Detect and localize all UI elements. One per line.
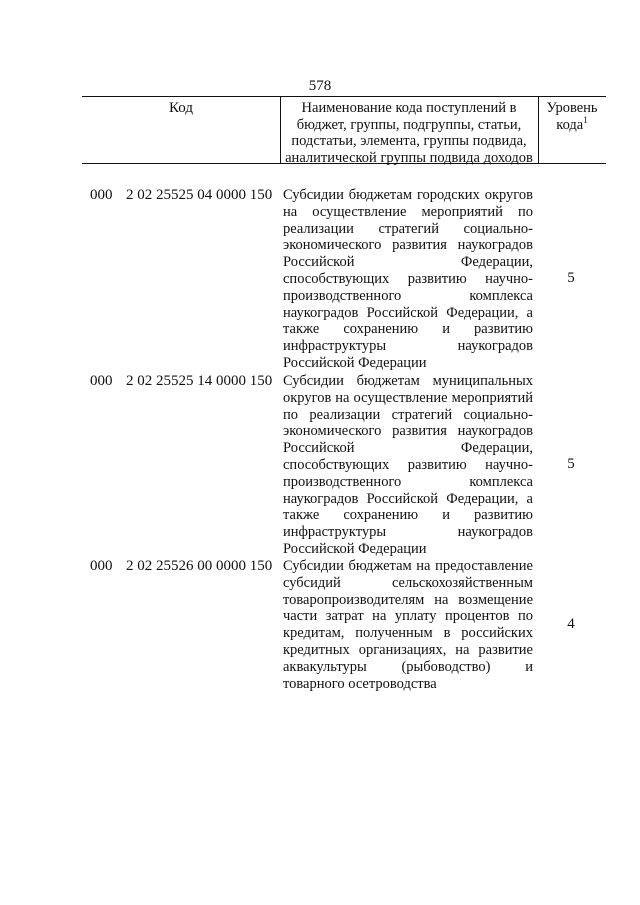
revenue-code: 2 02 25525 14 0000 150 [126, 373, 273, 389]
header-level [538, 100, 606, 133]
name-line: способствующих развитию научно- [283, 270, 533, 287]
revenue-code: 2 02 25526 00 0000 150 [126, 558, 273, 574]
name-line: наукоградов Российской Федерации, а [283, 304, 533, 321]
footnote-marker: 1 [583, 114, 588, 125]
name-line: Субсидии бюджетам на предоставление [283, 558, 533, 574]
code-level: 5 [567, 270, 575, 286]
table-header [82, 96, 606, 164]
name-line: Российской Федерации, [283, 440, 533, 457]
name-line: Субсидии бюджетам муниципальных [283, 373, 533, 389]
name-line: наукоградов Российской Федерации, а [283, 490, 533, 507]
revenue-code: 2 02 25525 04 0000 150 [126, 187, 273, 203]
name-line: кредитам, полученным в российских [283, 625, 533, 642]
name-line: Российской Федерации [283, 540, 427, 557]
revenue-name [283, 373, 533, 558]
name-line: Субсидии бюджетам городских округов [283, 187, 533, 203]
name-line: экономического развития наукоградов [283, 423, 533, 440]
name-line: субсидий сельскохозяйственным [283, 574, 533, 591]
name-line: Российской Федерации [283, 354, 427, 371]
name-line: на осуществление мероприятий по [283, 203, 533, 220]
code-level: 5 [567, 456, 575, 472]
header-name-line: бюджет, группы, подгруппы, статьи, [296, 116, 522, 133]
page-number: 578 [308, 78, 332, 94]
header-code: Код [169, 100, 193, 116]
name-line: части затрат на уплату процентов по [283, 608, 533, 625]
name-line: товаропроизводителям на возмещение [283, 591, 533, 608]
name-line: товарного осетроводства [283, 675, 437, 692]
name-line: производственного комплекса [283, 287, 533, 304]
name-line: по реализации стратегий социально- [283, 406, 533, 423]
admin-code: 000 [90, 373, 113, 389]
revenue-name [283, 187, 533, 372]
name-line: Российской Федерации, [283, 254, 533, 271]
header-name-line: аналитической группы подвида доходов [285, 149, 533, 166]
header-level-line: Уровень [546, 100, 598, 116]
name-line: инфраструктуры наукоградов [283, 524, 533, 541]
name-line: также сохранению и развитию [283, 507, 533, 524]
header-name-line: Наименование кода поступлений в [301, 100, 517, 116]
header-name [280, 100, 538, 166]
name-line: кредитных организациях, на развитие [283, 641, 533, 658]
header-level-line [538, 114, 606, 134]
name-line: способствующих развитию научно- [283, 456, 533, 473]
name-line: аквакультуры (рыбоводство) и [283, 658, 533, 675]
name-line: производственного комплекса [283, 473, 533, 490]
name-line: экономического развития наукоградов [283, 237, 533, 254]
code-level: 4 [567, 616, 575, 632]
admin-code: 000 [90, 558, 113, 574]
name-line: инфраструктуры наукоградов [283, 338, 533, 355]
name-line: реализации стратегий социально- [283, 220, 533, 237]
header-name-line: подстатьи, элемента, группы подвида, [291, 133, 527, 149]
admin-code: 000 [90, 187, 113, 203]
revenue-name [283, 558, 533, 692]
header-level-word: кода [556, 116, 584, 133]
name-line: также сохранению и развитию [283, 321, 533, 338]
name-line: округов на осуществление мероприятий [283, 389, 533, 406]
